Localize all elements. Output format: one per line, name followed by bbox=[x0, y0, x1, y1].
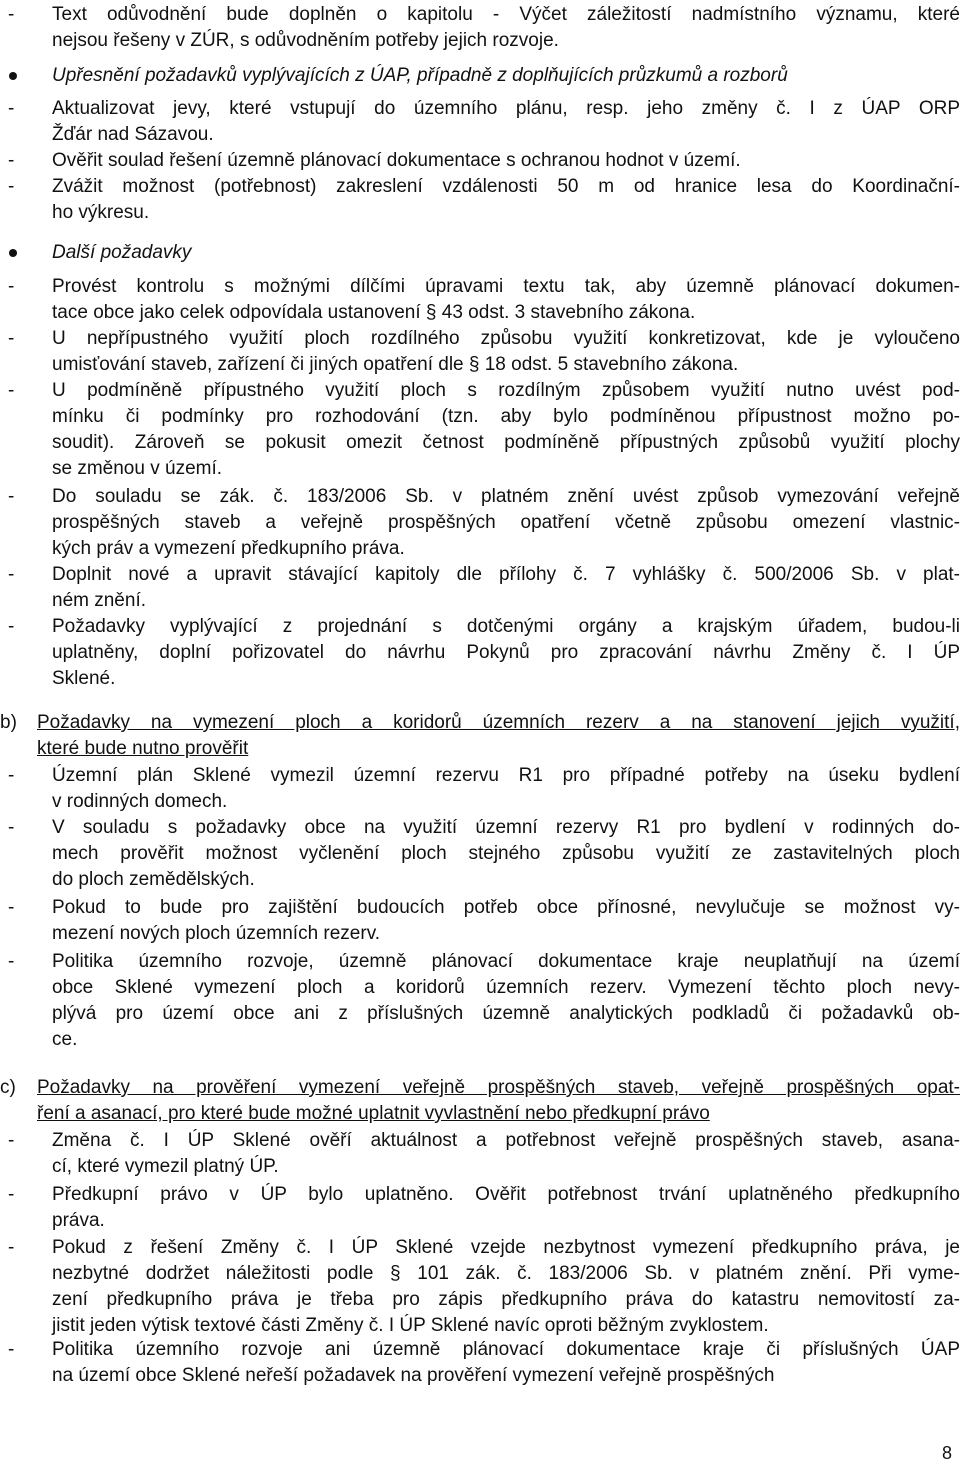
text-line: Pokud to bude pro zajištění budoucích potřeb obce přínosné, nevylučuje se možnost vy- bbox=[52, 897, 960, 918]
text-line: V souladu s požadavky obce na využití územní rezervy R1 pro bydlení v rodinných do- bbox=[52, 817, 960, 838]
text-line: v rodinných domech. bbox=[52, 791, 228, 812]
text-line: Zvážit možnost (potřebnost) zakreslení vzdálenosti 50 m od hranice lesa do Koordinační- bbox=[52, 176, 960, 197]
dash-marker: - bbox=[8, 150, 15, 171]
dash-marker: - bbox=[8, 1184, 15, 1205]
text-line: prospěšných staveb a veřejně prospěšných opatření včetně způsobu omezení vlastnic- bbox=[52, 512, 960, 533]
text-line: soudit). Zároveň se pokusit omezit četnost podmíněně přípustných způsobů využití plochy bbox=[52, 432, 960, 453]
text-line: plývá pro území obce ani z příslušných územně analytických podkladů či požadavků ob- bbox=[52, 1003, 960, 1024]
text-line: Politika územního rozvoje ani územně plánovací dokumentace kraje či příslušných ÚAP bbox=[52, 1339, 960, 1360]
bullet-icon bbox=[9, 72, 17, 80]
text-line: kých práv a vymezení předkupního práva. bbox=[52, 538, 405, 559]
text-line: Předkupní právo v ÚP bylo uplatněno. Ověřit potřebnost trvání uplatněného předkupního bbox=[52, 1184, 960, 1205]
dash-marker: - bbox=[8, 328, 15, 349]
item-text bbox=[52, 148, 960, 174]
dash-marker: - bbox=[8, 1130, 15, 1151]
text-line: ném znění. bbox=[52, 590, 146, 611]
text-line: Žďár nad Sázavou. bbox=[52, 124, 214, 145]
dash-marker: - bbox=[8, 176, 15, 197]
text-line: Provést kontrolu s možnými dílčími úpravami textu tak, aby územně plánovací dokumen- bbox=[52, 276, 960, 297]
text-line: ce. bbox=[52, 1029, 78, 1050]
text-line: mínku či podmínky pro rozhodování (tzn. aby bylo podmíněnou přípustnost možno po- bbox=[52, 406, 960, 427]
dash-marker: - bbox=[8, 4, 15, 25]
text-line: Upřesnění požadavků vyplývajících z ÚAP, případně z doplňujících průzkumů a rozborů bbox=[52, 65, 788, 86]
item-text bbox=[52, 240, 960, 266]
dash-marker: - bbox=[8, 765, 15, 786]
text-line: nejsou řešeny v ZÚR, s odůvodněním potřeby jejich rozvoje. bbox=[52, 30, 559, 51]
text-line: Další požadavky bbox=[52, 242, 192, 263]
item-text bbox=[52, 815, 960, 893]
text-line: Požadavky na prověření vymezení veřejně prospěšných staveb, veřejně prospěšných opat- bbox=[37, 1077, 960, 1098]
dash-marker: - bbox=[8, 380, 15, 401]
dash-marker: - bbox=[8, 616, 15, 637]
text-line: Sklené. bbox=[52, 668, 116, 689]
text-line: se změnou v území. bbox=[52, 458, 223, 479]
dash-marker: - bbox=[8, 1237, 15, 1258]
text-line: mech prověřit možnost vyčlenění ploch stejného způsobu využití ze zastavitelných ploch bbox=[52, 843, 960, 864]
text-line: obce Sklené vymezení ploch a koridorů územních rezerv. Vymezení těchto ploch nevy- bbox=[52, 977, 960, 998]
text-line: zení předkupního práva je třeba pro zápis předkupního práva do katastru nemovitostí za- bbox=[52, 1289, 960, 1310]
section-heading bbox=[37, 1075, 960, 1127]
text-line: Doplnit nové a upravit stávající kapitoly dle přílohy č. 7 vyhlášky č. 500/2006 Sb. v plat- bbox=[52, 564, 960, 585]
text-line: tace obce jako celek odpovídala ustanovení § 43 odst. 3 stavebního zákona. bbox=[52, 302, 696, 323]
item-text bbox=[52, 378, 960, 482]
item-text bbox=[52, 2, 960, 54]
text-line: Požadavky na vymezení ploch a koridorů územních rezerv a na stanovení jejich využití, bbox=[37, 712, 960, 733]
item-text bbox=[52, 1128, 960, 1180]
bullet-icon bbox=[9, 249, 17, 257]
dash-marker: - bbox=[8, 486, 15, 507]
text-line: uplatněny, doplní pořizovatel do návrhu Pokynů pro zpracování návrhu Změny č. I ÚP bbox=[52, 642, 960, 663]
text-line: Politika územního rozvoje, územně plánovací dokumentace kraje neuplatňují na území bbox=[52, 951, 960, 972]
item-text bbox=[52, 1182, 960, 1234]
item-text bbox=[52, 763, 960, 815]
dash-marker: - bbox=[8, 276, 15, 297]
item-text bbox=[52, 96, 960, 148]
item-text bbox=[52, 326, 960, 378]
text-line: Aktualizovat jevy, které vstupují do územního plánu, resp. jeho změny č. I z ÚAP ORP bbox=[52, 98, 960, 119]
item-text bbox=[52, 949, 960, 1053]
text-line: Ověřit soulad řešení územně plánovací dokumentace s ochranou hodnot v území. bbox=[52, 150, 741, 171]
text-line: umisťování staveb, zařízení či jiných opatření dle § 18 odst. 5 stavebního zákona. bbox=[52, 354, 739, 375]
text-line: mezení nových ploch územních rezerv. bbox=[52, 923, 381, 944]
item-text bbox=[52, 614, 960, 692]
item-text bbox=[52, 484, 960, 562]
text-line: Územní plán Sklené vymezil územní rezervu R1 pro případné potřeby na úseku bydlení bbox=[52, 765, 960, 786]
text-line: U nepřípustného využití ploch rozdílného způsobu využití konkretizovat, kde je vyloučeno bbox=[52, 328, 960, 349]
text-line: nezbytné dodržet náležitosti podle § 101 zák. č. 183/2006 Sb. v platném znění. Při vyme- bbox=[52, 1263, 960, 1284]
item-text bbox=[52, 895, 960, 947]
text-line: na území obce Sklené neřeší požadavek na prověření vymezení veřejně prospěšných bbox=[52, 1365, 775, 1386]
text-line: Pokud z řešení Změny č. I ÚP Sklené vzejde nezbytnost vymezení předkupního práva, je bbox=[52, 1237, 960, 1258]
dash-marker: - bbox=[8, 1339, 15, 1360]
text-line: U podmíněně přípustného využití ploch s rozdílným způsobem využití nutno uvést pod- bbox=[52, 380, 960, 401]
dash-marker: - bbox=[8, 564, 15, 585]
section-marker: c) bbox=[0, 1077, 16, 1098]
text-line: Do souladu se zák. č. 183/2006 Sb. v platném znění uvést způsob vymezování veřejně bbox=[52, 486, 960, 507]
text-line: Změna č. I ÚP Sklené ověří aktuálnost a potřebnost veřejně prospěšných staveb, asana- bbox=[52, 1130, 960, 1151]
page-number: 8 bbox=[941, 1443, 952, 1463]
section-marker: b) bbox=[0, 712, 17, 733]
text-line: práva. bbox=[52, 1210, 105, 1231]
dash-marker: - bbox=[8, 897, 15, 918]
text-line: které bude nutno prověřit bbox=[37, 738, 249, 759]
text-line: cí, které vymezil platný ÚP. bbox=[52, 1156, 279, 1177]
text-line: ho výkresu. bbox=[52, 202, 150, 223]
text-line: Požadavky vyplývající z projednání s dotčenými orgány a krajským úřadem, budou-li bbox=[52, 616, 960, 637]
item-text bbox=[52, 63, 960, 89]
item-text bbox=[52, 1337, 960, 1389]
item-text bbox=[52, 562, 960, 614]
item-text bbox=[52, 174, 960, 226]
dash-marker: - bbox=[8, 98, 15, 119]
item-text bbox=[52, 1235, 960, 1339]
text-line: Text odůvodnění bude doplněn o kapitolu - Výčet záležitostí nadmístního významu, které bbox=[52, 4, 960, 25]
text-line: jistit jeden výtisk textové části Změny č. I ÚP Sklené navíc oproti běžným zvyklostem. bbox=[52, 1315, 769, 1336]
text-line: ření a asanací, pro které bude možné uplatnit vyvlastnění nebo předkupní právo bbox=[37, 1103, 710, 1124]
dash-marker: - bbox=[8, 817, 15, 838]
section-heading bbox=[37, 710, 960, 762]
text-line: do ploch zemědělských. bbox=[52, 869, 255, 890]
dash-marker: - bbox=[8, 951, 15, 972]
item-text bbox=[52, 274, 960, 326]
